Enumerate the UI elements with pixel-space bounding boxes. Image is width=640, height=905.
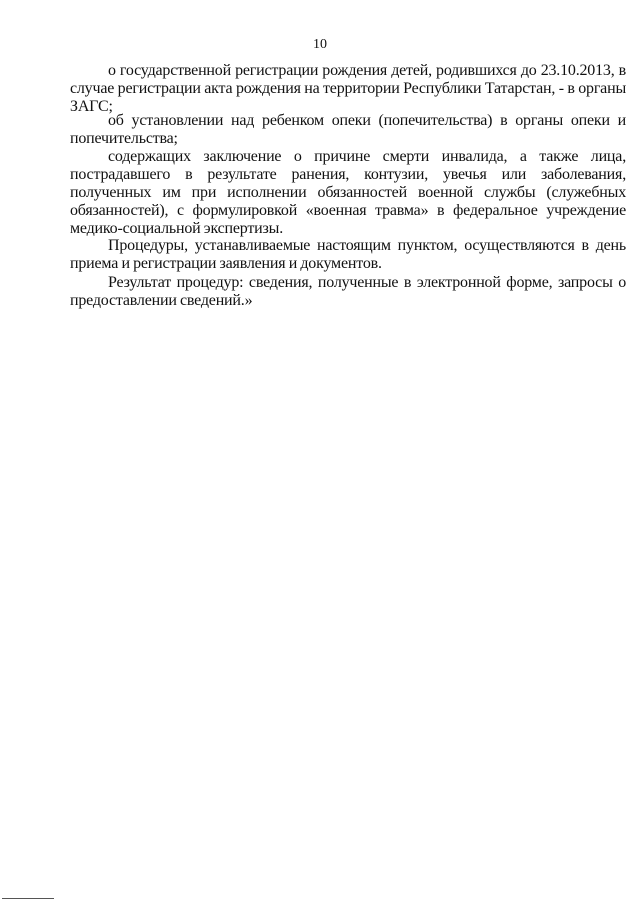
paragraph-zags-registration: о государственной регистрации рождения детей, родившихся до 23.10.2013, в случае регистрации акта рождения на территории Республики Татарстан, - в органы ЗАГС;	[70, 62, 626, 115]
page-number: 10	[313, 37, 327, 52]
paragraph-military-injury: содержащих заключение о причине смерти инвалида, а также лица, пострадавшего в результате ранения, контузии, увечья или заболевания, полученных им при исполнении обязанностей военной службы (служебных обязанностей), с формулировкой «военная травма» в федеральное учреждение медико-социальной экспертизы.	[70, 148, 626, 237]
footer-divider	[2, 898, 54, 899]
paragraph-procedures-result: Результат процедур: сведения, полученные в электронной форме, запросы о предоставлении сведений.»	[70, 274, 626, 309]
paragraph-procedures-timing: Процедуры, устанавливаемые настоящим пунктом, осуществляются в день приема и регистрации заявления и документов.	[70, 237, 626, 272]
paragraph-guardianship: об установлении над ребенком опеки (попечительства) в органы опеки и попечительства;	[70, 112, 626, 147]
